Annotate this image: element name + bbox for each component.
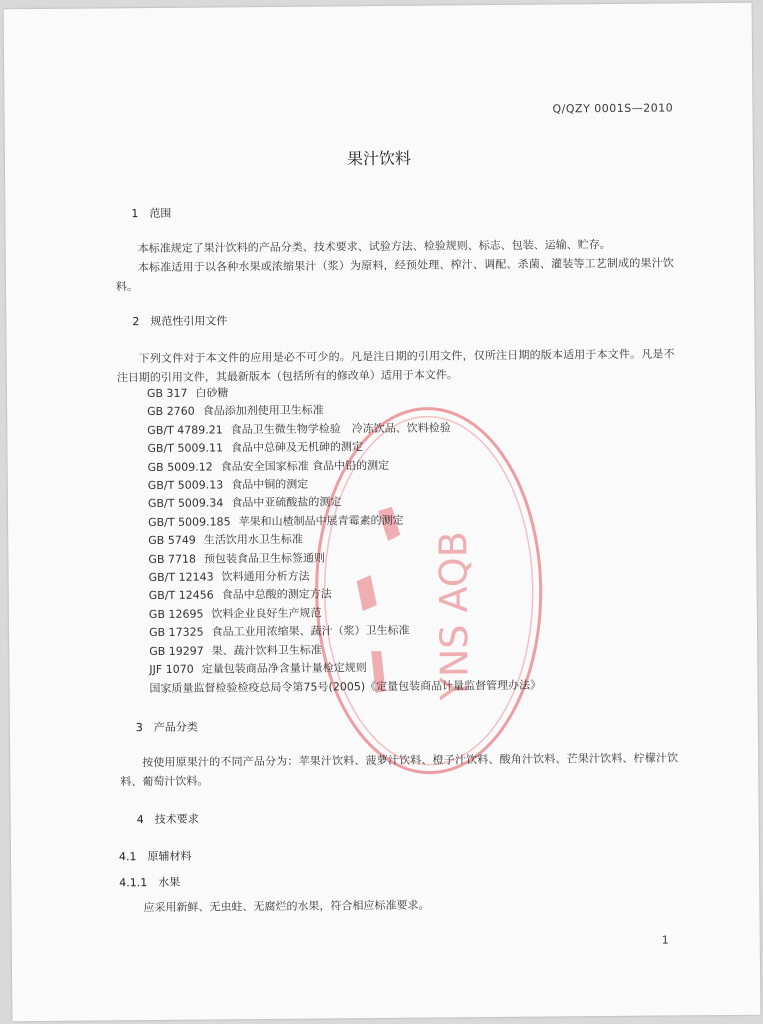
reference-item xyxy=(149,676,541,698)
reference-name: 预包装食品卫生标签通则 xyxy=(203,551,326,566)
subsection-4-1-heading: 4.1 原辅材料 xyxy=(118,849,192,864)
reference-name: 苹果和山楂制品中展青霉素的测定 xyxy=(238,513,404,529)
document-page xyxy=(4,3,761,1021)
reference-name: 食品安全国家标准 食品中铅的测定 xyxy=(220,458,390,474)
subsection-4-1-1-heading: 4.1.1 水果 xyxy=(119,875,181,890)
section-1-body xyxy=(116,234,674,296)
reference-code: GB/T 4789.21 xyxy=(147,423,223,437)
reference-code: GB 2760 xyxy=(147,405,195,419)
seal-text: YNS AQB xyxy=(431,531,477,701)
reference-name: 定量包装商品净含量计量检定规则 xyxy=(201,661,367,676)
section-3-paragraph: 按使用原果汁的不同产品分为：苹果汁饮料、菠萝汁饮料、橙子汁饮料、酸角汁饮料、芒果汁饮料、柠檬汁饮料、葡萄汁饮料。 xyxy=(120,751,679,789)
reference-name: 食品中铜的测定 xyxy=(231,477,309,492)
section-2-heading: 2 规范性引用文件 xyxy=(132,314,228,329)
reference-name: 生活饮用水卫生标准 xyxy=(203,532,303,547)
section-1-paragraph: 本标准规定了果汁饮料的产品分类、技术要求、试验方法、检验规则、标志、包装、运输、贮存。 xyxy=(137,237,611,256)
reference-name: 食品卫生微生物学检验 冷冻饮品、饮料检验 xyxy=(230,421,451,437)
section-2-body xyxy=(117,344,675,387)
reference-name: 果、蔬汁饮料卫生标准 xyxy=(211,643,322,658)
subsection-4-1-1-paragraph: 应采用新鲜、无虫蛀、无腐烂的水果，符合相应标准要求。 xyxy=(143,898,430,915)
reference-name: 食品工业用浓缩果、蔬汁（浆）卫生标准 xyxy=(211,624,410,639)
reference-code: GB 5009.12 xyxy=(147,460,213,474)
page-number: 1 xyxy=(661,933,669,947)
reference-code: GB/T 5009.34 xyxy=(147,496,224,511)
reference-name: 国家质量监督检验检疫总局令第75号(2005)《定量包装商品计量监督管理办法》 xyxy=(149,678,542,695)
reference-name: 食品中总砷及无机砷的测定 xyxy=(230,440,363,455)
document-title: 果汁饮料 xyxy=(346,148,411,169)
reference-name: 饮料通用分析方法 xyxy=(221,569,310,584)
section-2-paragraph: 下列文件对于本文件的应用是必不可少的。凡是注日期的引用文件，仅所注日期的版本适用于本文件。凡是不注日期的引用文件，其最新版本（包括所有的修改单）适用于本文件。 xyxy=(116,347,675,385)
reference-code: GB 5749 xyxy=(148,533,196,548)
reference-code: GB/T 12456 xyxy=(148,588,214,603)
reference-name: 食品中总酸的测定方法 xyxy=(221,587,332,602)
reference-code: JJF 1070 xyxy=(149,662,194,677)
reference-code: GB 19297 xyxy=(149,644,204,658)
section-3-heading: 3 产品分类 xyxy=(135,720,198,735)
reference-code: GB 317 xyxy=(146,386,188,401)
subsection-4-1-1-body xyxy=(121,893,679,917)
reference-code: GB/T 5009.11 xyxy=(147,441,223,456)
reference-code: GB 7718 xyxy=(148,552,197,566)
reference-code: GB/T 12143 xyxy=(148,570,214,585)
reference-name: 饮料企业良好生产规范 xyxy=(211,606,322,621)
reference-code: GB 17325 xyxy=(148,625,204,640)
reference-name: 白砂糖 xyxy=(195,386,229,400)
section-4-heading: 4 技术要求 xyxy=(136,812,199,827)
document-number: Q/QZY 0001S—2010 xyxy=(552,101,674,116)
section-3-body xyxy=(120,748,678,791)
reference-name: 食品中亚硫酸盐的测定 xyxy=(231,495,342,510)
section-1-heading: 1 范围 xyxy=(131,206,172,221)
reference-name: 食品添加剂使用卫生标准 xyxy=(202,403,324,418)
reference-code: GB/T 5009.185 xyxy=(148,515,231,529)
reference-code: GB 12695 xyxy=(148,607,204,621)
reference-code: GB/T 5009.13 xyxy=(147,478,224,493)
section-1-paragraph: 本标准适用于以各种水果或浓缩果汁（浆）为原料，经预处理、榨汁、调配、杀菌、灌装等工艺制成的果汁饮料。 xyxy=(115,256,674,294)
reference-list xyxy=(147,382,541,698)
